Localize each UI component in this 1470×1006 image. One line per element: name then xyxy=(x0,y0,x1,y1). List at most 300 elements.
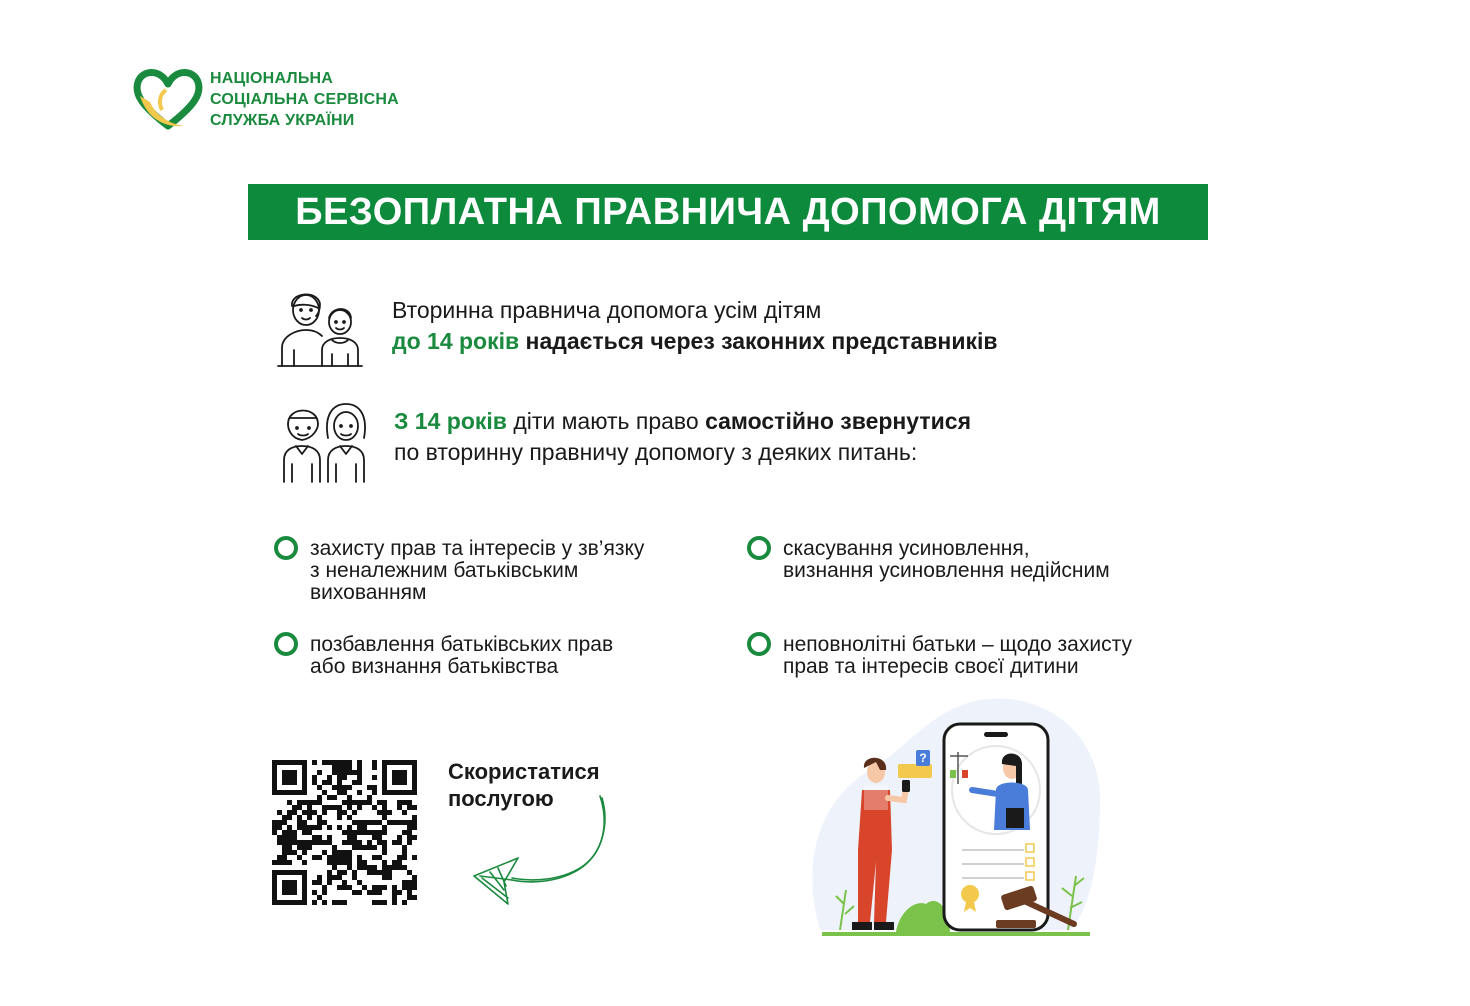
qr-module xyxy=(307,830,312,835)
qr-module xyxy=(407,830,412,835)
qr-module xyxy=(412,855,417,860)
qr-module xyxy=(387,810,392,815)
list-item-line: неповнолітні батьки – щодо захисту xyxy=(783,633,1132,656)
qr-module xyxy=(277,820,282,825)
qr-module xyxy=(392,840,397,845)
qr-module xyxy=(282,880,287,885)
logo-text xyxy=(210,68,399,131)
qr-module xyxy=(297,855,302,860)
qr-module xyxy=(407,890,412,895)
list-item-line: з неналежним батьківським xyxy=(310,559,579,582)
qr-module xyxy=(312,900,317,905)
qr-module xyxy=(287,835,292,840)
qr-module xyxy=(382,865,387,870)
intro-1-age: до 14 років xyxy=(392,328,520,354)
qr-module xyxy=(282,760,287,765)
qr-module xyxy=(402,855,407,860)
logo-line-3: СЛУЖБА УКРАЇНИ xyxy=(210,112,355,129)
qr-module xyxy=(407,800,412,805)
qr-module xyxy=(292,830,297,835)
qr-module xyxy=(377,855,382,860)
qr-module xyxy=(337,785,342,790)
qr-module xyxy=(317,800,322,805)
qr-module xyxy=(347,765,352,770)
list-item-line: визнання усиновлення недійсним xyxy=(783,559,1110,582)
parent-child-icon xyxy=(276,284,366,374)
qr-module xyxy=(362,800,367,805)
qr-module xyxy=(277,860,282,865)
qr-module xyxy=(302,890,307,895)
qr-module xyxy=(277,810,282,815)
qr-module xyxy=(272,830,277,835)
qr-module xyxy=(397,775,402,780)
qr-module xyxy=(377,890,382,895)
qr-module xyxy=(292,900,297,905)
qr-module xyxy=(272,785,277,790)
qr-module xyxy=(327,825,332,830)
qr-module xyxy=(327,870,332,875)
qr-module xyxy=(342,765,347,770)
qr-module xyxy=(402,850,407,855)
qr-module xyxy=(327,805,332,810)
qr-module xyxy=(382,815,387,820)
qr-module xyxy=(287,775,292,780)
qr-module xyxy=(337,805,342,810)
qr-module xyxy=(317,855,322,860)
qr-module xyxy=(342,840,347,845)
qr-module xyxy=(272,895,277,900)
qr-module xyxy=(292,885,297,890)
intro-block-2 xyxy=(394,406,971,468)
qr-module xyxy=(357,820,362,825)
qr-module xyxy=(367,845,372,850)
qr-module xyxy=(337,775,342,780)
qr-module xyxy=(272,765,277,770)
qr-module xyxy=(397,835,402,840)
qr-module xyxy=(297,760,302,765)
qr-module xyxy=(357,800,362,805)
qr-module xyxy=(282,775,287,780)
qr-module xyxy=(302,885,307,890)
qr-module xyxy=(322,760,327,765)
qr-module xyxy=(392,890,397,895)
qr-module xyxy=(287,845,292,850)
qr-module xyxy=(302,870,307,875)
qr-module xyxy=(322,840,327,845)
list-item xyxy=(274,538,714,608)
qr-module xyxy=(412,820,417,825)
qr-module xyxy=(377,810,382,815)
qr-module xyxy=(357,840,362,845)
qr-module xyxy=(282,860,287,865)
qr-module xyxy=(302,840,307,845)
bullet-circle-icon xyxy=(747,632,771,656)
qr-module xyxy=(352,770,357,775)
qr-module xyxy=(272,880,277,885)
qr-module xyxy=(272,770,277,775)
qr-module xyxy=(357,765,362,770)
qr-module xyxy=(272,760,277,765)
qr-module xyxy=(367,890,372,895)
qr-module xyxy=(382,770,387,775)
qr-module xyxy=(292,810,297,815)
qr-module xyxy=(347,885,352,890)
qr-module xyxy=(277,870,282,875)
qr-module xyxy=(382,805,387,810)
qr-module xyxy=(272,775,277,780)
qr-module xyxy=(337,825,342,830)
qr-module xyxy=(337,780,342,785)
qr-module xyxy=(347,825,352,830)
qr-module xyxy=(382,790,387,795)
qr-module xyxy=(302,860,307,865)
qr-module xyxy=(322,850,327,855)
qr-module xyxy=(287,825,292,830)
qr-module xyxy=(372,900,377,905)
qr-module xyxy=(292,805,297,810)
qr-module xyxy=(312,800,317,805)
nsss-logo xyxy=(132,66,452,136)
qr-module xyxy=(402,770,407,775)
qr-module xyxy=(377,800,382,805)
qr-module xyxy=(342,770,347,775)
list-item xyxy=(747,538,1187,588)
qr-module xyxy=(287,840,292,845)
qr-module xyxy=(337,810,342,815)
qr-module xyxy=(372,890,377,895)
qr-module xyxy=(287,890,292,895)
qr-code[interactable] xyxy=(272,760,417,905)
qr-module xyxy=(347,860,352,865)
qr-module xyxy=(302,900,307,905)
qr-module xyxy=(312,855,317,860)
qr-module xyxy=(332,850,337,855)
qr-module xyxy=(357,770,362,775)
qr-module xyxy=(317,795,322,800)
qr-module xyxy=(277,900,282,905)
qr-module xyxy=(307,810,312,815)
qr-module xyxy=(382,825,387,830)
qr-module xyxy=(282,780,287,785)
qr-module xyxy=(362,865,367,870)
qr-module xyxy=(342,800,347,805)
qr-module xyxy=(332,855,337,860)
qr-module xyxy=(302,825,307,830)
qr-module xyxy=(292,770,297,775)
qr-module xyxy=(342,860,347,865)
qr-module xyxy=(282,835,287,840)
qr-module xyxy=(397,840,402,845)
qr-module xyxy=(302,775,307,780)
qr-module xyxy=(327,835,332,840)
logo-line-2: СОЦІАЛЬНА СЕРВІСНА xyxy=(210,91,399,108)
qr-module xyxy=(272,780,277,785)
qr-module xyxy=(287,885,292,890)
qr-module xyxy=(382,860,387,865)
qr-module xyxy=(397,865,402,870)
qr-module xyxy=(392,775,397,780)
qr-module xyxy=(327,780,332,785)
qr-module xyxy=(317,880,322,885)
qr-module xyxy=(337,790,342,795)
qr-module xyxy=(327,775,332,780)
qr-module xyxy=(387,870,392,875)
qr-module xyxy=(397,855,402,860)
qr-module xyxy=(282,820,287,825)
qr-module xyxy=(377,830,382,835)
qr-module xyxy=(297,900,302,905)
qr-module xyxy=(302,820,307,825)
qr-module xyxy=(272,900,277,905)
qr-module xyxy=(337,870,342,875)
qr-module xyxy=(382,775,387,780)
qr-module xyxy=(402,775,407,780)
qr-module xyxy=(387,820,392,825)
qr-module xyxy=(347,830,352,835)
qr-module xyxy=(357,855,362,860)
qr-module xyxy=(337,900,342,905)
qr-module xyxy=(412,815,417,820)
qr-module xyxy=(397,860,402,865)
qr-module xyxy=(322,780,327,785)
qr-module xyxy=(382,875,387,880)
qr-module xyxy=(337,855,342,860)
page-title: БЕЗОПЛАТНА ПРАВНИЧА ДОПОМОГА ДІТЯМ xyxy=(248,184,1208,240)
qr-module xyxy=(382,760,387,765)
qr-module xyxy=(302,810,307,815)
heart-logo-icon xyxy=(132,66,204,132)
qr-module xyxy=(342,880,347,885)
qr-module xyxy=(292,790,297,795)
qr-module xyxy=(382,850,387,855)
qr-module xyxy=(272,875,277,880)
qr-module xyxy=(332,900,337,905)
qr-module xyxy=(332,785,337,790)
qr-module xyxy=(337,770,342,775)
qr-module xyxy=(337,875,342,880)
qr-module xyxy=(372,765,377,770)
qr-module xyxy=(352,780,357,785)
qr-module xyxy=(287,790,292,795)
qr-module xyxy=(307,800,312,805)
qr-module xyxy=(292,890,297,895)
qr-module xyxy=(387,790,392,795)
qr-module xyxy=(302,880,307,885)
qr-module xyxy=(367,800,372,805)
intro-2-line-1 xyxy=(394,406,971,437)
qr-module xyxy=(317,820,322,825)
qr-module xyxy=(272,790,277,795)
intro-1-bold: надається через законних представників xyxy=(525,328,998,354)
qr-module xyxy=(312,760,317,765)
bullet-circle-icon xyxy=(274,632,298,656)
qr-module xyxy=(347,835,352,840)
teens-icon xyxy=(280,398,370,488)
qr-module xyxy=(407,835,412,840)
qr-module xyxy=(327,795,332,800)
qr-module xyxy=(277,825,282,830)
qr-module xyxy=(372,845,377,850)
qr-module xyxy=(407,760,412,765)
qr-module xyxy=(347,850,352,855)
qr-module xyxy=(407,885,412,890)
qr-module xyxy=(332,795,337,800)
qr-module xyxy=(347,770,352,775)
qr-module xyxy=(407,870,412,875)
qr-module xyxy=(287,760,292,765)
qr-module xyxy=(282,850,287,855)
qr-module xyxy=(367,830,372,835)
qr-module xyxy=(362,860,367,865)
qr-module xyxy=(327,855,332,860)
qr-module xyxy=(317,785,322,790)
qr-module xyxy=(397,805,402,810)
qr-module xyxy=(407,880,412,885)
qr-module xyxy=(372,835,377,840)
bullet-circle-icon xyxy=(274,536,298,560)
list-item xyxy=(274,634,714,684)
qr-module xyxy=(367,870,372,875)
qr-module xyxy=(357,830,362,835)
qr-module xyxy=(402,780,407,785)
qr-module xyxy=(337,760,342,765)
qr-module xyxy=(372,885,377,890)
qr-module xyxy=(402,885,407,890)
qr-module xyxy=(397,790,402,795)
qr-module xyxy=(377,870,382,875)
qr-module xyxy=(322,810,327,815)
qr-module xyxy=(317,840,322,845)
intro-block-1 xyxy=(392,295,998,357)
qr-module xyxy=(337,765,342,770)
list-item-line: скасування усиновлення, xyxy=(783,537,1030,560)
qr-module xyxy=(292,780,297,785)
qr-module xyxy=(397,890,402,895)
qr-module xyxy=(362,830,367,835)
qr-module xyxy=(407,805,412,810)
qr-module xyxy=(302,790,307,795)
qr-module xyxy=(412,775,417,780)
qr-module xyxy=(322,790,327,795)
intro-2-line-2: по вторинну правничу допомогу з деяких питань: xyxy=(394,439,918,465)
qr-module xyxy=(272,870,277,875)
qr-module xyxy=(312,825,317,830)
qr-module xyxy=(327,860,332,865)
qr-module xyxy=(367,785,372,790)
qr-module xyxy=(352,810,357,815)
cta-line-2: послугою xyxy=(448,786,554,811)
qr-module xyxy=(292,880,297,885)
qr-module xyxy=(407,820,412,825)
qr-module xyxy=(297,870,302,875)
qr-module xyxy=(357,775,362,780)
qr-module xyxy=(372,790,377,795)
qr-module xyxy=(287,880,292,885)
qr-module xyxy=(277,790,282,795)
qr-module xyxy=(392,860,397,865)
qr-module xyxy=(402,760,407,765)
qr-module xyxy=(397,780,402,785)
qr-module xyxy=(332,765,337,770)
qr-module xyxy=(357,790,362,795)
qr-module xyxy=(327,760,332,765)
qr-module xyxy=(352,845,357,850)
qr-module xyxy=(322,805,327,810)
qr-module xyxy=(357,805,362,810)
qr-module xyxy=(382,800,387,805)
qr-module xyxy=(342,810,347,815)
qr-module xyxy=(392,770,397,775)
qr-module xyxy=(397,760,402,765)
qr-module xyxy=(352,820,357,825)
qr-module xyxy=(297,805,302,810)
qr-module xyxy=(292,760,297,765)
qr-module xyxy=(332,860,337,865)
qr-module xyxy=(412,880,417,885)
qr-module xyxy=(357,880,362,885)
qr-module xyxy=(282,900,287,905)
qr-module xyxy=(362,845,367,850)
qr-module xyxy=(342,760,347,765)
qr-module xyxy=(292,870,297,875)
qr-module xyxy=(322,890,327,895)
list-item-line: або визнання батьківства xyxy=(310,655,559,678)
qr-module xyxy=(317,835,322,840)
qr-module xyxy=(297,820,302,825)
qr-module xyxy=(372,785,377,790)
qr-module xyxy=(322,900,327,905)
svg-text:?: ? xyxy=(919,751,927,765)
qr-module xyxy=(382,830,387,835)
qr-module xyxy=(362,820,367,825)
qr-module xyxy=(352,875,357,880)
qr-module xyxy=(302,845,307,850)
qr-module xyxy=(367,820,372,825)
qr-module xyxy=(347,805,352,810)
qr-module xyxy=(347,840,352,845)
qr-module xyxy=(372,760,377,765)
qr-module xyxy=(382,780,387,785)
qr-module xyxy=(282,870,287,875)
qr-module xyxy=(347,795,352,800)
qr-module xyxy=(402,810,407,815)
qr-module xyxy=(337,850,342,855)
qr-module xyxy=(302,850,307,855)
qr-module xyxy=(302,895,307,900)
qr-module xyxy=(337,885,342,890)
qr-module xyxy=(352,830,357,835)
qr-module xyxy=(347,760,352,765)
qr-module xyxy=(287,830,292,835)
qr-module xyxy=(277,760,282,765)
qr-module xyxy=(342,900,347,905)
qr-module xyxy=(402,900,407,905)
qr-module xyxy=(312,880,317,885)
qr-module xyxy=(317,825,322,830)
qr-module xyxy=(382,885,387,890)
qr-module xyxy=(282,855,287,860)
qr-module xyxy=(297,840,302,845)
qr-module xyxy=(317,770,322,775)
qr-module xyxy=(392,900,397,905)
qr-module xyxy=(352,890,357,895)
qr-module xyxy=(397,770,402,775)
qr-module xyxy=(412,825,417,830)
qr-module xyxy=(352,870,357,875)
qr-module xyxy=(402,790,407,795)
qr-module xyxy=(292,850,297,855)
list-item xyxy=(747,634,1187,684)
